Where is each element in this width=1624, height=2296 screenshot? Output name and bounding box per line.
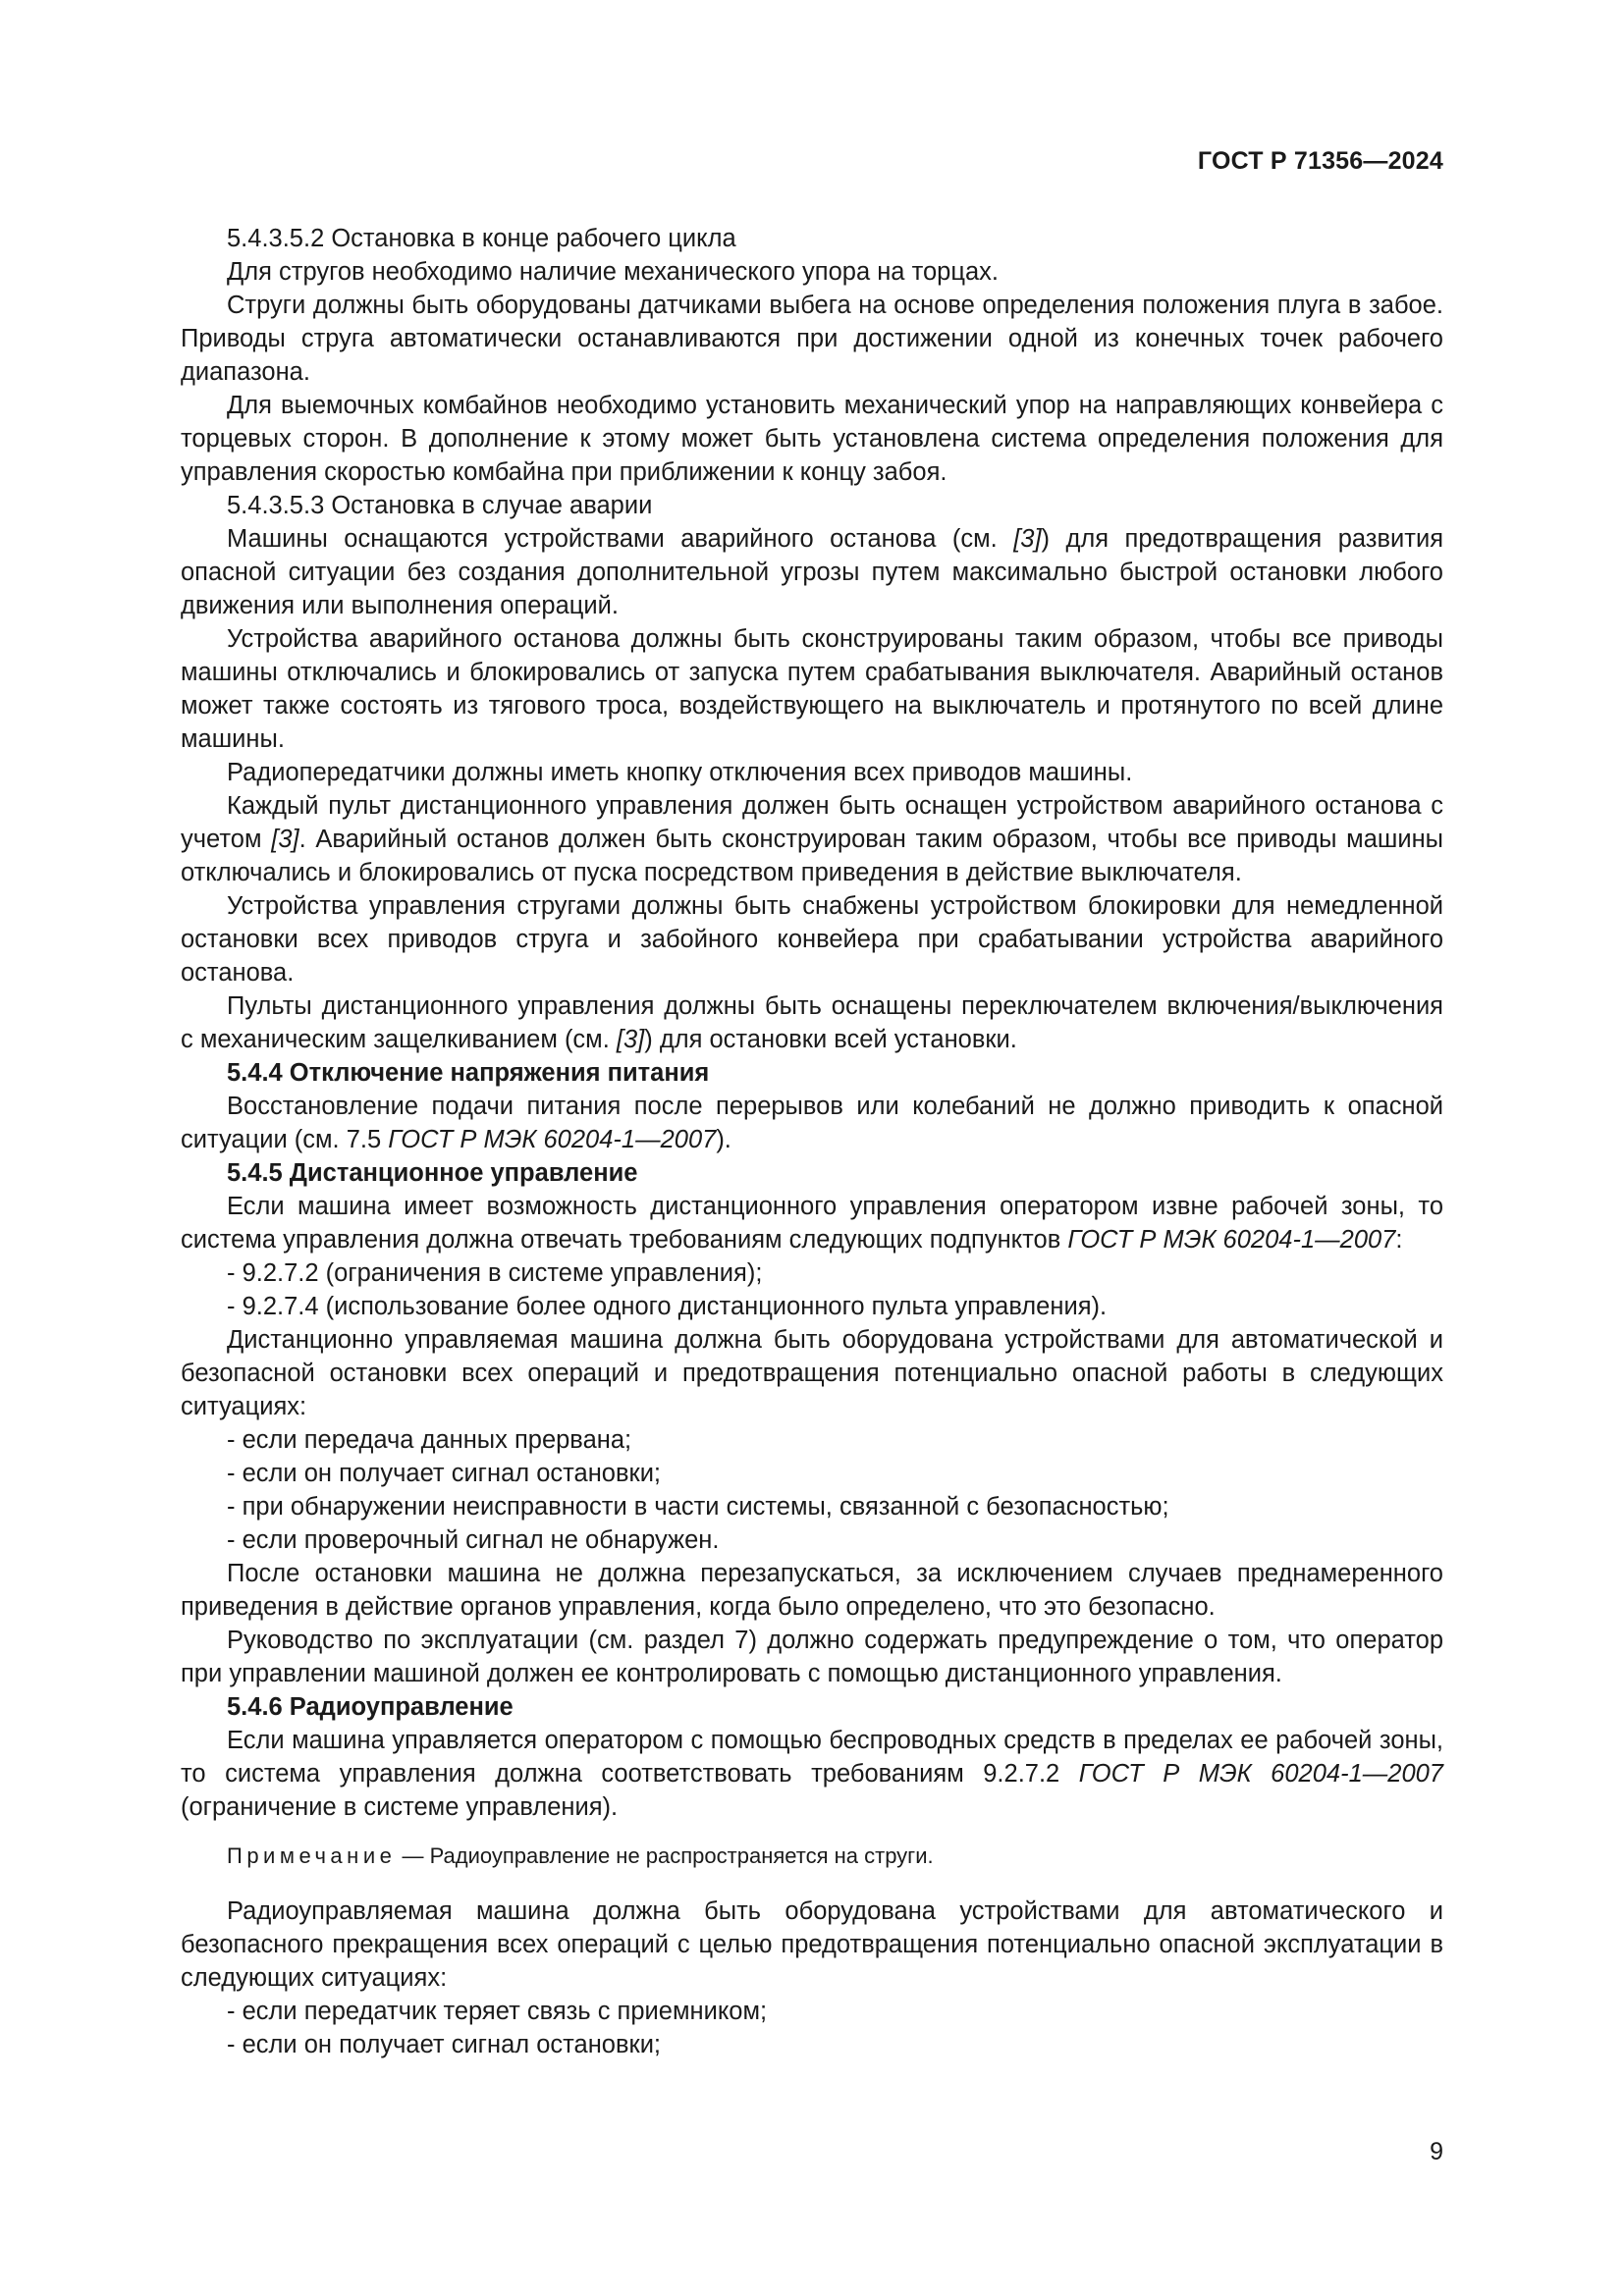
body-paragraph: Устройства управления стругами должны быть снабжены устройством блокировки для немедленной остановки всех приводов струга и забойного конвейера при срабатывании устройства аварийного останова. [181, 892, 1443, 987]
reference-citation: [3] [1013, 525, 1042, 553]
reference-citation: [3] [271, 826, 299, 853]
body-paragraph: Для стругов необходимо наличие механического упора на торцах. [227, 258, 999, 286]
paragraph-text: (ограничение в системе управления). [181, 1793, 619, 1821]
reference-citation: ГОСТ Р МЭК 60204-1—2007 [1067, 1226, 1396, 1254]
section-heading: 5.4.6 Радиоуправление [227, 1693, 514, 1721]
page-number: 9 [1430, 2138, 1443, 2165]
list-item: - если проверочный сигнал не обнаружен. [227, 1526, 720, 1554]
body-paragraph: Устройства аварийного останова должны быть сконструированы таким образом, чтобы все приводы машины отключались и блокировались от запуска путем срабатывания выключателя. Аварийный останов может также состоять из тягового троса, воздействующего на выключатель и протянутого по всей длине машины. [181, 625, 1443, 753]
body-paragraph [181, 1090, 1443, 1156]
body-paragraph: Для выемочных комбайнов необходимо установить механический упор на направляющих конвейера с торцевых сторон. В дополнение к этому может быть установлена система определения положения для управления скоростью комбайна при приближении к концу забоя. [181, 392, 1443, 486]
paragraph-text: Если машина имеет возможность дистанционного управления оператором извне рабочей зоны, то система управления должна отвечать требованиям следующих подпунктов [181, 1193, 1443, 1254]
body-paragraph: 5.4.3.5.3 Остановка в случае аварии [227, 492, 653, 519]
list-item: - если он получает сигнал остановки; [227, 2031, 662, 2058]
reference-citation: [3] [616, 1026, 645, 1053]
list-item: - при обнаружении неисправности в части системы, связанной с безопасностью; [227, 1493, 1169, 1521]
body-paragraph: После остановки машина не должна перезапускаться, за исключением случаев преднамеренного приведения в действие органов управления, когда было определено, что это безопасно. [181, 1560, 1443, 1621]
reference-citation: ГОСТ Р МЭК 60204-1—2007 [388, 1126, 717, 1153]
section-heading: 5.4.4 Отключение напряжения питания [227, 1059, 710, 1087]
body-paragraph [181, 1724, 1443, 1824]
paragraph-text: . Аварийный останов должен быть сконструирован таким образом, чтобы все приводы машины отключались и блокировались от пуска посредством приведения в действие выключателя. [181, 826, 1443, 886]
list-item: - если он получает сигнал остановки; [227, 1460, 662, 1487]
paragraph-text: Каждый пульт дистанционного управления должен быть оснащен устройством аварийного останова с учетом [181, 792, 1443, 853]
body-paragraph [181, 989, 1443, 1056]
paragraph-text: Машины оснащаются устройствами аварийного останова (см. [227, 525, 1014, 553]
paragraph-text: ) для остановки всей установки. [644, 1026, 1017, 1053]
body-paragraph [181, 1190, 1443, 1256]
list-item: - 9.2.7.4 (использование более одного дистанционного пульта управления). [227, 1293, 1108, 1320]
body-paragraph [181, 789, 1443, 889]
paragraph-text: Пульты дистанционного управления должны быть оснащены переключателем включения/выключения с механическим защелкиванием (см. [181, 992, 1443, 1053]
paragraph-text: ) для предотвращения развития опасной ситуации без создания дополнительной угрозы путем максимально быстрой остановки любого движения или выполнения операций. [181, 525, 1443, 619]
list-item: - если передача данных прервана; [227, 1426, 632, 1454]
body-paragraph: 5.4.3.5.2 Остановка в конце рабочего цикла [227, 225, 736, 252]
list-item: - 9.2.7.2 (ограничения в системе управления); [227, 1259, 763, 1287]
body-paragraph: Радиоуправляемая машина должна быть оборудована устройствами для автоматического и безопасного прекращения всех операций с целью предотвращения потенциально опасной эксплуатации в следующих ситуациях: [181, 1897, 1443, 1992]
body-paragraph: Дистанционно управляемая машина должна быть оборудована устройствами для автоматической и безопасной остановки всех операций и предотвращения потенциально опасной работы в следующих ситуациях: [181, 1326, 1443, 1420]
section-heading: 5.4.5 Дистанционное управление [227, 1159, 638, 1187]
body-paragraph: Руководство по эксплуатации (см. раздел 7) должно содержать предупреждение о том, что оператор при управлении машиной должен ее контролировать с помощью дистанционного управления. [181, 1627, 1443, 1687]
body-paragraph [181, 522, 1443, 622]
body-paragraph: Радиопередатчики должны иметь кнопку отключения всех приводов машины. [227, 759, 1133, 786]
note-label: Примечание [227, 1843, 397, 1868]
list-item: - если передатчик теряет связь с приемником; [227, 1998, 768, 2025]
note [181, 1842, 1443, 1871]
note-dash: — [396, 1843, 430, 1868]
paragraph-text: Восстановление подачи питания после перерывов или колебаний не должно приводить к опасной ситуации (см. 7.5 [181, 1093, 1443, 1153]
document-designation: ГОСТ Р 71356—2024 [1197, 147, 1443, 175]
paragraph-text: : [1395, 1226, 1403, 1254]
reference-citation: ГОСТ Р МЭК 60204-1—2007 [1078, 1760, 1443, 1788]
paragraph-text: ). [716, 1126, 731, 1153]
paragraph-text: Если машина управляется оператором с помощью беспроводных средств в пределах ее рабочей зоны, то система управления должна соответствовать требованиям 9.2.7.2 [181, 1727, 1443, 1788]
note-text: Радиоуправление не распространяется на струги. [429, 1843, 934, 1868]
body-paragraph: Струги должны быть оборудованы датчиками выбега на основе определения положения плуга в забое. Приводы струга автоматически останавливаются при достижении одной из конечных точек рабочего диапазона. [181, 292, 1443, 386]
document-body [181, 222, 1443, 2061]
